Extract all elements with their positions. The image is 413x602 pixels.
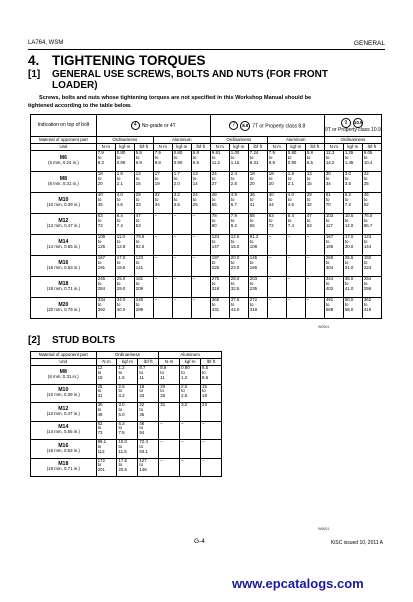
table-row xyxy=(31,277,382,298)
torque-value: 491 to 568 xyxy=(324,298,343,319)
header-section: GENERAL xyxy=(353,40,385,47)
torque-value: 127 to 148 xyxy=(138,458,159,477)
torque-value: – xyxy=(180,440,201,459)
table-row xyxy=(31,256,382,277)
torque-value: 31 xyxy=(159,403,180,422)
torque-value: 35.0 to 41.0 xyxy=(343,277,362,298)
torque-value: 7.9 to 9.2 xyxy=(229,214,248,235)
bolt-size-label xyxy=(31,458,97,477)
torque-value: – xyxy=(286,235,305,256)
table-row xyxy=(31,172,382,193)
torque-value: 4.0 to 4.5 xyxy=(286,193,305,214)
torque-value: 108 to 125 xyxy=(96,235,115,256)
torque-value: – xyxy=(201,458,222,477)
torque-value: 181 to 209 xyxy=(134,277,153,298)
bolt-size-label xyxy=(31,235,97,256)
torque-value: – xyxy=(267,256,286,277)
torque-value: 2.5 to 3.2 xyxy=(117,384,138,403)
torque-value: 6.5 to 8.6 xyxy=(201,366,222,385)
torque-value: 124 to 147 xyxy=(210,235,229,256)
bolt-size-label xyxy=(31,366,97,385)
table-row xyxy=(31,193,382,214)
torque-value: 6.4 to 7.4 xyxy=(286,214,305,235)
bolt-size: M8 xyxy=(59,176,67,183)
torque-value: 3.2 to 3.5 xyxy=(172,193,191,214)
torque-value: 0.80 to 0.95 xyxy=(115,151,134,172)
torque-value: 1.8 to 2.1 xyxy=(286,172,305,193)
ordinariness-header: Ordinariness xyxy=(96,137,153,144)
bolt-size-label xyxy=(31,214,97,235)
torque-value: 91.2 to 108 xyxy=(248,235,267,256)
bolt-size-label xyxy=(31,440,97,459)
torque-value: 12 to 15 xyxy=(96,366,117,385)
page-title-number: 4. xyxy=(28,53,40,68)
section1-number: [1] xyxy=(28,69,41,80)
torque-value: – xyxy=(191,298,210,319)
torque-value: 10.5 to 12.0 xyxy=(343,214,362,235)
table-row xyxy=(31,151,382,172)
grade-7-symbol: 7 xyxy=(229,121,238,130)
torque-value: 4.9 to 5.7 xyxy=(229,193,248,214)
torque-value: 9.05 to 10.4 xyxy=(362,151,381,172)
torque-value: 17.0 to 19.5 xyxy=(115,256,134,277)
torque-value: 26.5 to 31.0 xyxy=(343,256,362,277)
torque-value: 34.0 to 40.0 xyxy=(115,298,134,319)
unit-header: kgf·m xyxy=(115,144,134,151)
torque-value: 6.2 to 7.2 xyxy=(343,193,362,214)
torque-value: 58 to 66 xyxy=(248,214,267,235)
bolt-size: M10 xyxy=(58,197,69,204)
torque-value: 254 to 296 xyxy=(362,277,381,298)
torque-value: – xyxy=(180,421,201,440)
bolt-dimension: (18 mm, 0.71 in.) xyxy=(46,286,80,291)
torque-value: 18 to 20 xyxy=(267,172,286,193)
bolt-dimension: (8 mm, 0.31 in.) xyxy=(48,181,79,186)
torque-value: 197 to 225 xyxy=(210,256,229,277)
bolt-size-label xyxy=(31,256,97,277)
torque-value: 275 to 318 xyxy=(210,277,229,298)
torque-value: 3.0 to 5.0 xyxy=(117,403,138,422)
unit-label: Unit xyxy=(31,144,97,151)
torque-value: 1.7 to 2.0 xyxy=(172,172,191,193)
bolt-size-label xyxy=(31,421,97,440)
torque-value: 61 to 70 xyxy=(324,193,343,214)
bolt-dimension: (12 mm, 0.47 in.) xyxy=(46,410,80,416)
torque-value: 272 to 318 xyxy=(248,298,267,319)
table-row xyxy=(31,298,382,319)
page-title-text: TIGHTENING TORQUES xyxy=(52,53,206,68)
watermark: www.epcatalogs.com xyxy=(232,576,364,591)
bolt-dimension: (10 mm, 0.39 in.) xyxy=(46,392,80,398)
torque-value: – xyxy=(191,277,210,298)
ordinariness-header: Ordinariness xyxy=(96,352,159,359)
torque-value: – xyxy=(172,256,191,277)
unit-label: Unit xyxy=(31,359,97,366)
bolt-size-label xyxy=(31,384,97,403)
torque-value: 45 to 52 xyxy=(362,193,381,214)
torque-value: 32 to 34 xyxy=(153,193,172,214)
torque-value: 0.80 to 0.90 xyxy=(286,151,305,172)
torque-value: – xyxy=(305,277,324,298)
torque-value: – xyxy=(180,458,201,477)
torque-value: 17 to 19 xyxy=(153,172,172,193)
bolt-size-label xyxy=(31,403,97,422)
unit-header: N·m xyxy=(153,144,172,151)
bolt-size: M18 xyxy=(58,281,69,288)
torque-value: 62 to 73 xyxy=(96,421,117,440)
torque-value: 167 to 196 xyxy=(324,235,343,256)
torque-value: 63 to 72 xyxy=(96,214,115,235)
torque-value: 4.0 to 4.6 xyxy=(115,193,134,214)
torque-value: – xyxy=(159,458,180,477)
bolt-dimension: (16 mm, 0.63 in.) xyxy=(46,447,80,453)
bolt-dimension: (20 mm, 0.79 in.) xyxy=(46,307,80,312)
grade-4t: 4 No-grade or 4T xyxy=(96,115,210,137)
torque-value: 13 to 14 xyxy=(191,172,210,193)
torque-value: – xyxy=(267,235,286,256)
unit-header: lbf·ft xyxy=(191,144,210,151)
table-row xyxy=(31,458,222,477)
torque-value: 192 to 224 xyxy=(362,256,381,277)
bolt-size: M6 xyxy=(59,155,67,162)
page-title xyxy=(28,53,206,68)
torque-value: – xyxy=(172,277,191,298)
material-label: Material of opponent part xyxy=(31,137,97,144)
torque-value: 7.24 to 8.31 xyxy=(248,151,267,172)
section1-heading xyxy=(28,69,328,80)
torque-value: 6.4 to 7.4 xyxy=(115,214,134,235)
torque-value: 72.4 to 83.1 xyxy=(138,440,159,459)
section2-heading xyxy=(28,335,115,346)
torque-value: 344 to 402 xyxy=(324,277,343,298)
torque-value: – xyxy=(286,277,305,298)
torque-value: 24 to 27 xyxy=(210,172,229,193)
torque-value: 30 to 34 xyxy=(324,172,343,193)
torque-value: – xyxy=(191,235,210,256)
torque-value: 2.0 to 2.6 xyxy=(180,384,201,403)
table-row xyxy=(31,403,222,422)
torque-value: 8.9 to 11 xyxy=(159,366,180,385)
torque-value: 9.81 to 11.2 xyxy=(210,151,229,172)
torque-value: 12.3 to 14.2 xyxy=(324,151,343,172)
torque-value: 13 to 15 xyxy=(305,172,324,193)
ordinariness-header: Ordinariness xyxy=(210,137,267,144)
torque-value: – xyxy=(191,256,210,277)
unit-header: lbf·ft xyxy=(134,144,153,151)
bolt-size: M14 xyxy=(58,239,69,246)
unit-header: N·m xyxy=(267,144,286,151)
section2-title: STUD BOLTS xyxy=(52,335,116,346)
torque-value: 11.0 to 12.8 xyxy=(115,235,134,256)
aluminum-header: Aluminum xyxy=(267,137,324,144)
unit-header: kgf·m xyxy=(229,144,248,151)
torque-value: 79.6 to 92.5 xyxy=(134,235,153,256)
torque-value: 30 to 49 xyxy=(96,403,117,422)
torque-value: 1.8 to 2.1 xyxy=(115,172,134,193)
bolt-size-label xyxy=(31,193,97,214)
bolt-dimension: (12 mm, 0.47 in.) xyxy=(46,223,80,228)
torque-value: 13 to 15 xyxy=(134,172,153,193)
unit-header: kgf·m xyxy=(180,359,201,366)
torque-value: 0.90 to 1.2 xyxy=(180,366,201,385)
intro-paragraph xyxy=(28,94,380,111)
unit-header: N·m xyxy=(96,359,117,366)
torque-value: – xyxy=(191,214,210,235)
torque-value: – xyxy=(153,214,172,235)
torque-value: 6.3 to 7.5 xyxy=(117,421,138,440)
torque-value: 246 to 284 xyxy=(96,277,115,298)
torque-value: 28.0 to 32.5 xyxy=(229,277,248,298)
unit-header: N·m xyxy=(210,144,229,151)
torque-value: 37.5 to 44.0 xyxy=(229,298,248,319)
torque-value: 123 to 141 xyxy=(134,256,153,277)
torque-value: – xyxy=(286,298,305,319)
torque-value: 172 to 201 xyxy=(96,458,117,477)
torque-value: – xyxy=(153,235,172,256)
torque-value: 5.8 to 6.5 xyxy=(305,151,324,172)
torque-value: 50.0 to 58.0 xyxy=(343,298,362,319)
torque-value: 8.7 to 11 xyxy=(138,366,159,385)
torque-value: – xyxy=(286,256,305,277)
issue-info: KiSC issued 10, 2011 A xyxy=(330,540,383,546)
torque-value: – xyxy=(153,277,172,298)
section1-title-line2: LOADER) xyxy=(52,80,98,91)
torque-value: 260 to 304 xyxy=(324,256,343,277)
torque-value: 78 to 90 xyxy=(210,214,229,235)
section1-title-line1: GENERAL USE SCREWS, BOLTS AND NUTS (FOR FRONT xyxy=(52,69,328,80)
table-row xyxy=(31,421,222,440)
torque-value: – xyxy=(172,214,191,235)
bolt-size-label xyxy=(31,298,97,319)
torque-value: 123 to 144 xyxy=(362,235,381,256)
table-row xyxy=(31,366,222,385)
page-header xyxy=(28,40,385,49)
torque-value: 1.00 to 1.15 xyxy=(229,151,248,172)
torque-value: 7.9 to 8.8 xyxy=(153,151,172,172)
torque-value: 10.0 to 11.5 xyxy=(117,440,138,459)
torque-value: 3.0 to 3.5 xyxy=(343,172,362,193)
bolt-size: M16 xyxy=(58,442,69,449)
torque-value: 18 to 23 xyxy=(138,384,159,403)
bolt-size: M18 xyxy=(58,461,69,468)
screws-torque-table xyxy=(30,114,382,319)
torque-value: 5.8 to 6.5 xyxy=(191,151,210,172)
torque-value: 20 to 25 xyxy=(159,384,180,403)
torque-value: 5.8 to 6.9 xyxy=(134,151,153,172)
bolt-size-label xyxy=(31,277,97,298)
bolt-dimension: (6 mm, 0.24 in.) xyxy=(48,160,79,165)
page-number: G-4 xyxy=(194,538,205,545)
intro-line1: Screws, bolts and nuts whose tightening torques are not specified in this Workshop Manual should be xyxy=(39,95,312,101)
ordinariness-header: Ordinariness xyxy=(324,137,381,144)
torque-value: 22 to 36 xyxy=(138,403,159,422)
bolt-dimension: (16 mm, 0.63 in.) xyxy=(46,265,80,270)
torque-value: 63 to 72 xyxy=(267,214,286,235)
bolt-size-label xyxy=(31,172,97,193)
torque-value: – xyxy=(159,421,180,440)
torque-value: – xyxy=(153,298,172,319)
unit-header: N·m xyxy=(324,144,343,151)
torque-value: 18 to 20 xyxy=(248,172,267,193)
grade-10-9-symbol: 10.9 xyxy=(353,118,363,128)
unit-header: N·m xyxy=(96,144,115,151)
table-row xyxy=(31,440,222,459)
material-label: Material of opponent part xyxy=(31,352,97,359)
torque-value: 29 to 32 xyxy=(305,193,324,214)
aluminum-header: Aluminum xyxy=(153,137,210,144)
torque-value: 48 to 55 xyxy=(210,193,229,214)
torque-value: 47 to 53 xyxy=(305,214,324,235)
table-row xyxy=(31,384,222,403)
unit-header: kgf·m xyxy=(343,144,362,151)
header-rule xyxy=(28,49,385,50)
unit-header: lbf·ft xyxy=(201,359,222,366)
torque-value: 20.0 to 23.0 xyxy=(229,256,248,277)
torque-value: – xyxy=(201,440,222,459)
bolt-dimension: (10 mm, 0.39 in.) xyxy=(46,202,80,207)
torque-value: 1.25 to 1.45 xyxy=(343,151,362,172)
torque-value: 18 to 20 xyxy=(96,172,115,193)
torque-value: – xyxy=(305,256,324,277)
torque-value: 36 to 41 xyxy=(248,193,267,214)
bolt-dimension: (14 mm, 0.55 in.) xyxy=(46,429,80,435)
stud-bolts-table xyxy=(30,351,222,477)
torque-value: 25 to 31 xyxy=(96,384,117,403)
table-row xyxy=(31,214,382,235)
bolt-dimension: (8 mm, 0.31 in.) xyxy=(47,373,79,379)
aluminum-header: Aluminum xyxy=(159,352,222,359)
unit-header: N·m xyxy=(159,359,180,366)
torque-value: 40 to 44 xyxy=(267,193,286,214)
torque-value: 3.2 xyxy=(180,403,201,422)
indication-label: Indication on top of bolt xyxy=(31,115,97,137)
table-row xyxy=(31,235,382,256)
bolt-size: M20 xyxy=(58,302,69,309)
bolt-dimension: (14 mm, 0.55 in.) xyxy=(46,244,80,249)
torque-value: 17.5 to 20.5 xyxy=(117,458,138,477)
unit-header: lbf·ft xyxy=(248,144,267,151)
torque-value: 203 to 235 xyxy=(248,277,267,298)
torque-value: 0.80 to 0.90 xyxy=(172,151,191,172)
grade-9t: 9 10.9 9T or Property class 10.9 xyxy=(324,115,381,137)
torque-value: 103 to 117 xyxy=(324,214,343,235)
torque-value: 7.9 to 8.8 xyxy=(267,151,286,172)
torque-value: – xyxy=(267,298,286,319)
torque-value: 40 to 45 xyxy=(96,193,115,214)
torque-value: 22 to 25 xyxy=(362,172,381,193)
unit-header: kgf·m xyxy=(286,144,305,151)
intro-line2: tightened according to the table below. xyxy=(28,103,132,110)
bolt-size-label xyxy=(31,151,97,172)
torque-value: 15 to 18 xyxy=(201,384,222,403)
unit-header: lbf·ft xyxy=(138,359,159,366)
table1-code: W9001 xyxy=(318,325,330,329)
unit-header: kgf·m xyxy=(117,359,138,366)
torque-value: – xyxy=(153,256,172,277)
torque-value: 246 to 289 xyxy=(134,298,153,319)
torque-value: 29 to 33 xyxy=(134,193,153,214)
torque-value: 47 to 53 xyxy=(134,214,153,235)
torque-value: 167 to 191 xyxy=(96,256,115,277)
bolt-dimension: (18 mm, 0.71 in.) xyxy=(46,466,80,472)
torque-value: 98.1 to 112 xyxy=(96,440,117,459)
torque-value: 362 to 419 xyxy=(362,298,381,319)
torque-value: 7.9 to 9.3 xyxy=(96,151,115,172)
torque-value: 24 to 25 xyxy=(191,193,210,214)
torque-value: 368 to 431 xyxy=(210,298,229,319)
unit-header: lbf·ft xyxy=(305,144,324,151)
torque-value: 76.0 to 86.7 xyxy=(362,214,381,235)
bolt-size: M12 xyxy=(58,218,69,225)
bolt-size: M14 xyxy=(58,424,69,431)
torque-value: – xyxy=(172,235,191,256)
torque-value: 2.4 to 2.8 xyxy=(229,172,248,193)
grade-8-8-symbol: 8.8 xyxy=(240,121,250,131)
torque-value: 23 xyxy=(201,403,222,422)
torque-value: – xyxy=(201,421,222,440)
torque-value: – xyxy=(267,277,286,298)
torque-value: 334 to 392 xyxy=(96,298,115,319)
section2-number: [2] xyxy=(28,335,41,346)
torque-value: 17.0 to 20.0 xyxy=(343,235,362,256)
bolt-size: M16 xyxy=(58,260,69,267)
grade-9-symbol: 9 xyxy=(341,118,351,128)
torque-value: 25.0 to 29.0 xyxy=(115,277,134,298)
torque-value: – xyxy=(305,298,324,319)
bolt-size: M10 xyxy=(58,387,69,394)
bolt-size: M8 xyxy=(59,368,67,375)
torque-value: 46 to 54 xyxy=(138,421,159,440)
grade-7t: 7 8.8 7T or Property class 8.8 xyxy=(210,115,324,137)
bolt-size: M12 xyxy=(58,405,69,412)
grade-4-symbol: 4 xyxy=(131,121,140,130)
torque-value: 1.2 to 1.6 xyxy=(117,366,138,385)
torque-value: 12.6 to 15.0 xyxy=(229,235,248,256)
torque-value: – xyxy=(159,440,180,459)
torque-value: 145 to 166 xyxy=(248,256,267,277)
unit-header: kgf·m xyxy=(172,144,191,151)
unit-header: lbf·ft xyxy=(362,144,381,151)
torque-value: – xyxy=(305,235,324,256)
table2-code: W9001 xyxy=(318,527,330,531)
torque-value: – xyxy=(172,298,191,319)
header-model: LA764, WSM xyxy=(28,40,64,46)
